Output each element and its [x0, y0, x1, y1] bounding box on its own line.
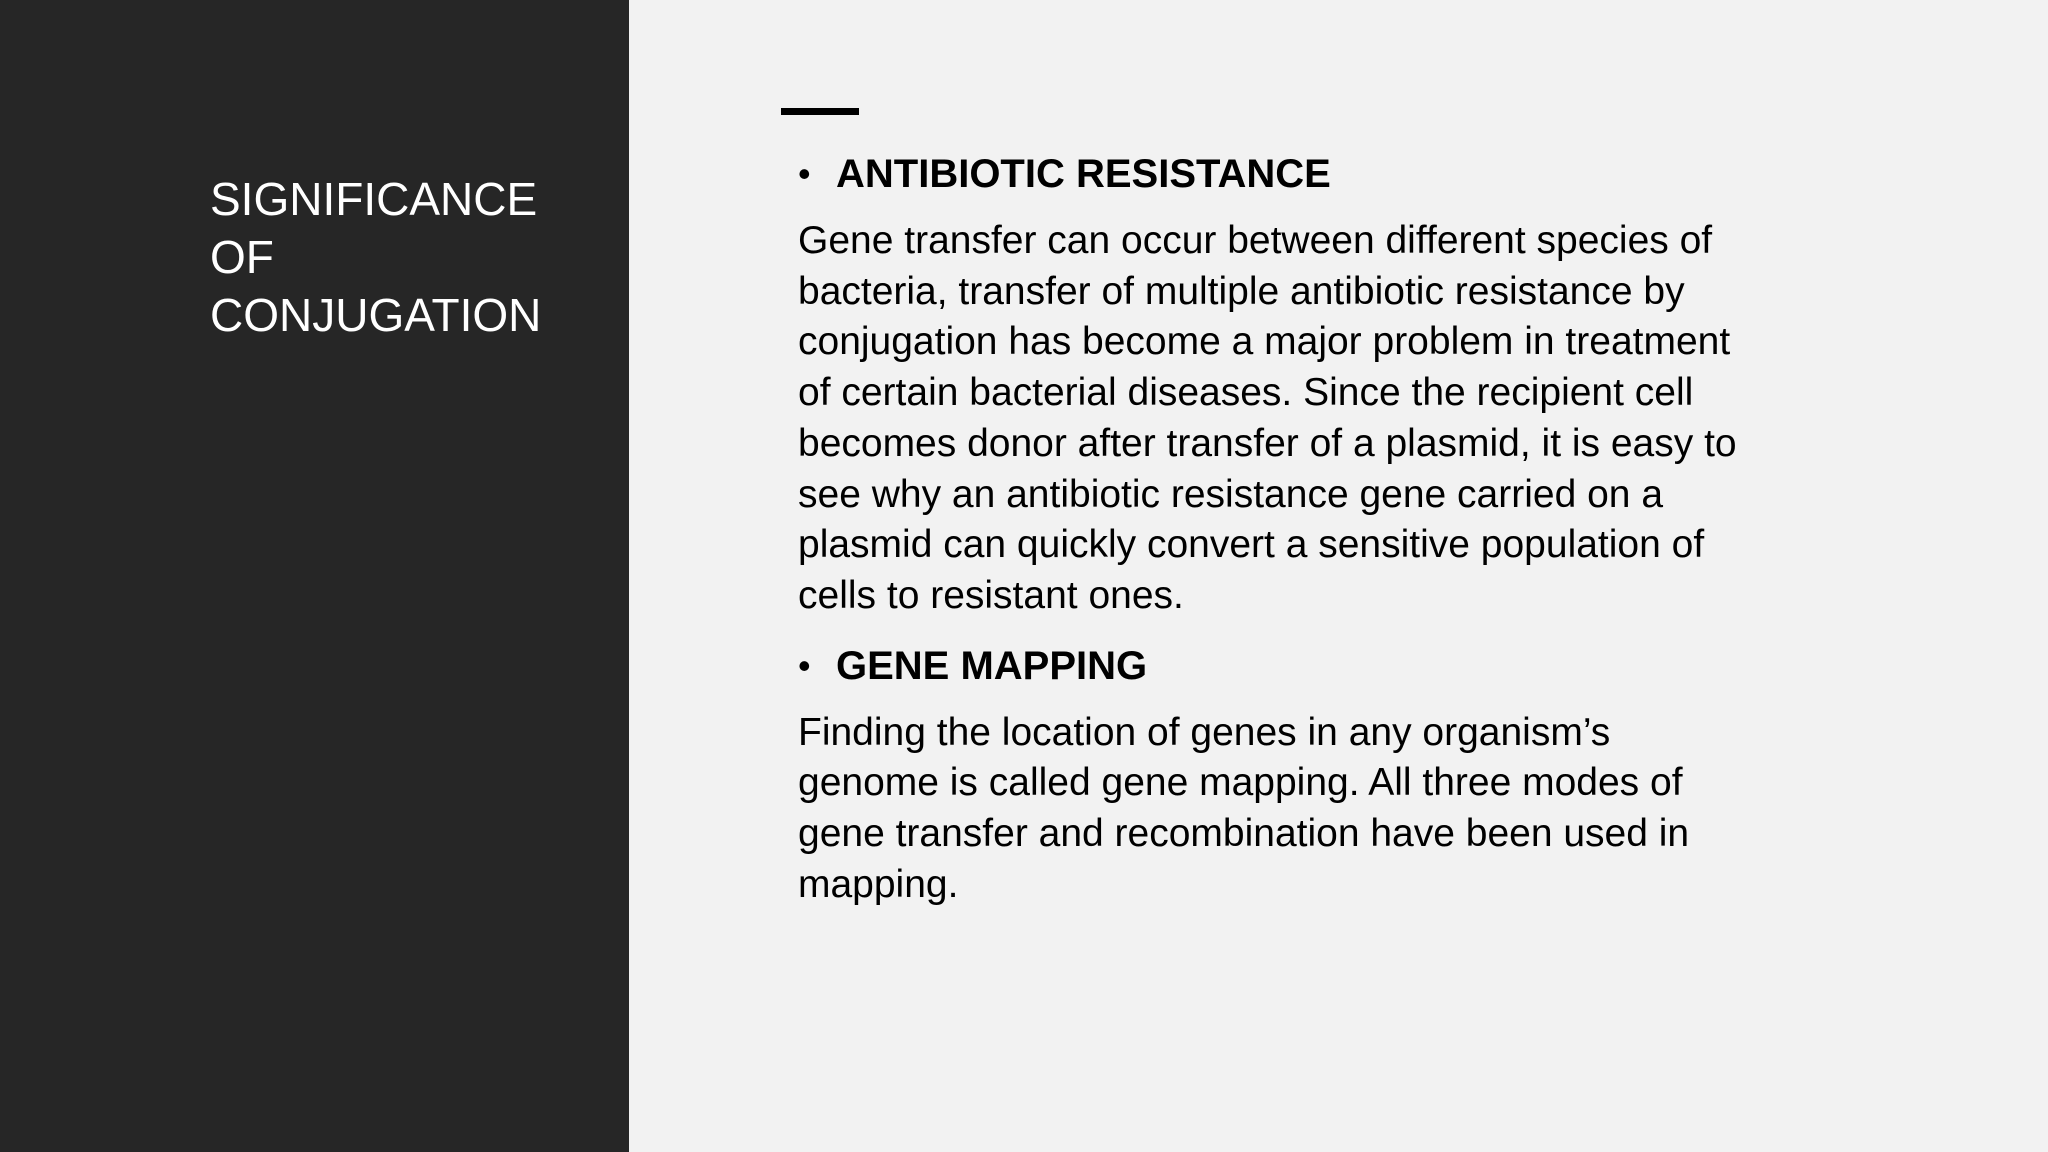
- slide-title-line: CONJUGATION: [210, 289, 542, 341]
- slide-title-line: SIGNIFICANCE: [210, 173, 538, 225]
- section-heading-text: GENE MAPPING: [836, 643, 1148, 688]
- paragraph-line: conjugation has become a major problem in treatment: [798, 320, 1731, 364]
- paragraph-line: bacteria, transfer of multiple antibiotic resistance by: [798, 269, 1685, 313]
- bullet-icon: •: [798, 153, 811, 194]
- accent-bar: [781, 108, 859, 115]
- slide-title: [210, 170, 590, 344]
- bullet-icon: •: [798, 644, 811, 686]
- paragraph-line: becomes donor after transfer of a plasmid, it is easy to: [798, 421, 1737, 465]
- paragraph-line: see why an antibiotic resistance gene carried on a: [798, 472, 1664, 516]
- section-paragraph-antibiotic-resistance: [798, 216, 1858, 622]
- paragraph-line: plasmid can quickly convert a sensitive population of: [798, 523, 1705, 567]
- paragraph-line: of certain bacterial diseases. Since the recipient cell: [798, 371, 1694, 415]
- paragraph-line: mapping.: [798, 862, 959, 906]
- section-paragraph-gene-mapping: [798, 708, 1858, 911]
- paragraph-line: gene transfer and recombination have been used in: [798, 812, 1690, 856]
- paragraph-line: cells to resistant ones.: [798, 573, 1184, 617]
- paragraph-line: genome is called gene mapping. All three modes of: [798, 761, 1683, 805]
- section-heading-text: ANTIBIOTIC RESISTANCE: [836, 152, 1331, 196]
- slide-title-line: OF: [210, 231, 274, 283]
- paragraph-line: Gene transfer can occur between different species of: [798, 219, 1713, 262]
- section-heading-antibiotic-resistance: [798, 148, 1878, 200]
- content-body: [798, 148, 1878, 928]
- paragraph-line: Finding the location of genes in any organism’s: [798, 710, 1611, 754]
- section-heading-gene-mapping: [798, 640, 1878, 692]
- title-panel: [0, 0, 629, 1152]
